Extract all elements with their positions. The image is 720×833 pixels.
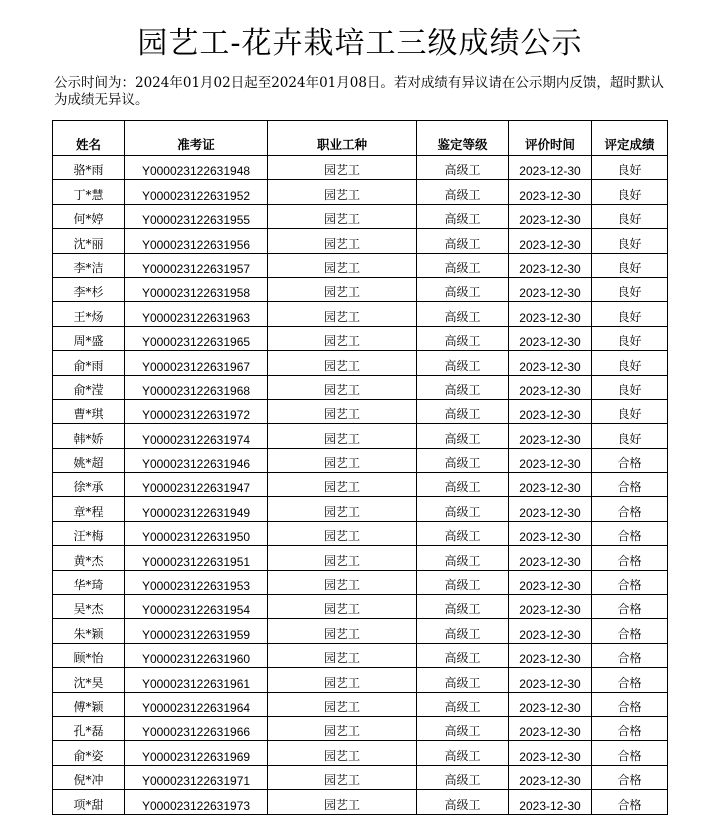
cell-level: 高级工 (417, 473, 509, 497)
cell-level: 高级工 (417, 546, 509, 570)
cell-level: 高级工 (417, 595, 509, 619)
cell-level: 高级工 (417, 790, 509, 814)
cell-level: 高级工 (417, 399, 509, 423)
table-row (53, 619, 668, 643)
cell-name: 姚*超 (53, 448, 125, 472)
cell-eval-date: 2023-12-30 (509, 765, 592, 789)
cell-result: 合格 (592, 692, 668, 716)
table-row (53, 741, 668, 765)
table-row (53, 765, 668, 789)
cell-ticket-number: Y000023122631973 (125, 790, 268, 814)
header-result: 评定成绩 (592, 121, 668, 156)
cell-level: 高级工 (417, 570, 509, 594)
cell-ticket-number: Y000023122631955 (125, 204, 268, 228)
cell-result: 良好 (592, 399, 668, 423)
cell-result: 良好 (592, 351, 668, 375)
cell-occupation: 园艺工 (268, 229, 417, 253)
cell-ticket-number: Y000023122631947 (125, 473, 268, 497)
cell-name: 何*婷 (53, 204, 125, 228)
table-row (53, 351, 668, 375)
cell-result: 良好 (592, 277, 668, 301)
cell-eval-date: 2023-12-30 (509, 253, 592, 277)
cell-result: 合格 (592, 643, 668, 667)
cell-result: 合格 (592, 619, 668, 643)
cell-ticket-number: Y000023122631966 (125, 716, 268, 740)
cell-result: 合格 (592, 765, 668, 789)
cell-result: 合格 (592, 716, 668, 740)
cell-occupation: 园艺工 (268, 497, 417, 521)
table-row (53, 326, 668, 350)
cell-ticket-number: Y000023122631948 (125, 156, 268, 180)
cell-ticket-number: Y000023122631946 (125, 448, 268, 472)
table-row (53, 643, 668, 667)
cell-level: 高级工 (417, 448, 509, 472)
cell-result: 合格 (592, 741, 668, 765)
cell-result: 合格 (592, 595, 668, 619)
table-row (53, 497, 668, 521)
cell-result: 合格 (592, 668, 668, 692)
cell-eval-date: 2023-12-30 (509, 668, 592, 692)
cell-level: 高级工 (417, 692, 509, 716)
cell-occupation: 园艺工 (268, 399, 417, 423)
table-row (53, 375, 668, 399)
cell-result: 良好 (592, 229, 668, 253)
cell-eval-date: 2023-12-30 (509, 741, 592, 765)
table-row (53, 692, 668, 716)
cell-ticket-number: Y000023122631974 (125, 424, 268, 448)
cell-ticket-number: Y000023122631961 (125, 668, 268, 692)
cell-ticket-number: Y000023122631968 (125, 375, 268, 399)
cell-result: 合格 (592, 497, 668, 521)
cell-eval-date: 2023-12-30 (509, 229, 592, 253)
cell-ticket-number: Y000023122631971 (125, 765, 268, 789)
cell-eval-date: 2023-12-30 (509, 716, 592, 740)
cell-ticket-number: Y000023122631953 (125, 570, 268, 594)
cell-name: 李*洁 (53, 253, 125, 277)
cell-ticket-number: Y000023122631963 (125, 302, 268, 326)
cell-occupation: 园艺工 (268, 448, 417, 472)
cell-occupation: 园艺工 (268, 570, 417, 594)
cell-name: 章*程 (53, 497, 125, 521)
cell-level: 高级工 (417, 497, 509, 521)
cell-eval-date: 2023-12-30 (509, 448, 592, 472)
cell-occupation: 园艺工 (268, 765, 417, 789)
cell-ticket-number: Y000023122631956 (125, 229, 268, 253)
cell-result: 良好 (592, 302, 668, 326)
cell-eval-date: 2023-12-30 (509, 326, 592, 350)
cell-result: 合格 (592, 473, 668, 497)
cell-eval-date: 2023-12-30 (509, 570, 592, 594)
cell-name: 李*杉 (53, 277, 125, 301)
cell-level: 高级工 (417, 351, 509, 375)
table-row (53, 448, 668, 472)
cell-ticket-number: Y000023122631967 (125, 351, 268, 375)
table-row (53, 521, 668, 545)
table-body (53, 156, 668, 815)
cell-level: 高级工 (417, 668, 509, 692)
page-title: 园艺工-花卉栽培工三级成绩公示 (137, 26, 583, 61)
cell-ticket-number: Y000023122631969 (125, 741, 268, 765)
cell-result: 良好 (592, 424, 668, 448)
cell-occupation: 园艺工 (268, 156, 417, 180)
cell-name: 顾*怡 (53, 643, 125, 667)
cell-ticket-number: Y000023122631949 (125, 497, 268, 521)
cell-result: 良好 (592, 375, 668, 399)
cell-name: 沈*昊 (53, 668, 125, 692)
cell-occupation: 园艺工 (268, 302, 417, 326)
cell-occupation: 园艺工 (268, 790, 417, 814)
cell-eval-date: 2023-12-30 (509, 595, 592, 619)
cell-eval-date: 2023-12-30 (509, 692, 592, 716)
cell-level: 高级工 (417, 277, 509, 301)
cell-eval-date: 2023-12-30 (509, 546, 592, 570)
cell-name: 倪*冲 (53, 765, 125, 789)
cell-level: 高级工 (417, 375, 509, 399)
cell-eval-date: 2023-12-30 (509, 180, 592, 204)
cell-eval-date: 2023-12-30 (509, 424, 592, 448)
table-row (53, 204, 668, 228)
cell-name: 徐*承 (53, 473, 125, 497)
cell-eval-date: 2023-12-30 (509, 302, 592, 326)
cell-occupation: 园艺工 (268, 277, 417, 301)
cell-level: 高级工 (417, 619, 509, 643)
header-eval-date: 评价时间 (509, 121, 592, 156)
cell-level: 高级工 (417, 741, 509, 765)
cell-occupation: 园艺工 (268, 326, 417, 350)
cell-name: 傅*颖 (53, 692, 125, 716)
cell-occupation: 园艺工 (268, 741, 417, 765)
cell-ticket-number: Y000023122631957 (125, 253, 268, 277)
cell-eval-date: 2023-12-30 (509, 497, 592, 521)
cell-name: 孔*磊 (53, 716, 125, 740)
cell-eval-date: 2023-12-30 (509, 619, 592, 643)
cell-eval-date: 2023-12-30 (509, 643, 592, 667)
table-row (53, 253, 668, 277)
cell-occupation: 园艺工 (268, 546, 417, 570)
cell-occupation: 园艺工 (268, 180, 417, 204)
cell-occupation: 园艺工 (268, 351, 417, 375)
cell-occupation: 园艺工 (268, 204, 417, 228)
table-row (53, 473, 668, 497)
cell-occupation: 园艺工 (268, 424, 417, 448)
cell-level: 高级工 (417, 643, 509, 667)
cell-result: 合格 (592, 448, 668, 472)
cell-name: 黄*杰 (53, 546, 125, 570)
cell-eval-date: 2023-12-30 (509, 399, 592, 423)
cell-result: 合格 (592, 521, 668, 545)
cell-occupation: 园艺工 (268, 668, 417, 692)
cell-result: 良好 (592, 156, 668, 180)
cell-level: 高级工 (417, 204, 509, 228)
cell-level: 高级工 (417, 716, 509, 740)
cell-name: 沈*丽 (53, 229, 125, 253)
cell-occupation: 园艺工 (268, 375, 417, 399)
table-row (53, 716, 668, 740)
cell-level: 高级工 (417, 229, 509, 253)
table-row (53, 546, 668, 570)
table-row (53, 424, 668, 448)
cell-result: 合格 (592, 570, 668, 594)
table-row (53, 399, 668, 423)
table-row (53, 229, 668, 253)
cell-name: 项*甜 (53, 790, 125, 814)
cell-level: 高级工 (417, 424, 509, 448)
cell-ticket-number: Y000023122631965 (125, 326, 268, 350)
cell-occupation: 园艺工 (268, 253, 417, 277)
cell-result: 合格 (592, 790, 668, 814)
cell-eval-date: 2023-12-30 (509, 790, 592, 814)
cell-level: 高级工 (417, 521, 509, 545)
cell-name: 丁*慧 (53, 180, 125, 204)
cell-name: 周*盛 (53, 326, 125, 350)
cell-name: 俞*滢 (53, 375, 125, 399)
cell-level: 高级工 (417, 156, 509, 180)
table-row (53, 790, 668, 814)
cell-ticket-number: Y000023122631959 (125, 619, 268, 643)
cell-level: 高级工 (417, 302, 509, 326)
cell-name: 华*琦 (53, 570, 125, 594)
cell-eval-date: 2023-12-30 (509, 473, 592, 497)
grades-table (52, 120, 668, 815)
cell-name: 骆*雨 (53, 156, 125, 180)
cell-ticket-number: Y000023122631950 (125, 521, 268, 545)
cell-name: 俞*姿 (53, 741, 125, 765)
cell-name: 王*炀 (53, 302, 125, 326)
cell-name: 俞*雨 (53, 351, 125, 375)
table-row (53, 595, 668, 619)
table-row (53, 277, 668, 301)
table-row (53, 302, 668, 326)
cell-name: 曹*琪 (53, 399, 125, 423)
header-ticket-number: 准考证 (125, 121, 268, 156)
cell-ticket-number: Y000023122631951 (125, 546, 268, 570)
header-name: 姓名 (53, 121, 125, 156)
cell-occupation: 园艺工 (268, 595, 417, 619)
cell-occupation: 园艺工 (268, 619, 417, 643)
cell-result: 良好 (592, 180, 668, 204)
table-row (53, 156, 668, 180)
notice-text: 公示时间为：2024年01月02日起至2024年01月08日。若对成绩有异议请在公示期内反馈，超时默认为成绩无异议。 (54, 75, 664, 108)
cell-ticket-number: Y000023122631960 (125, 643, 268, 667)
cell-ticket-number: Y000023122631952 (125, 180, 268, 204)
cell-eval-date: 2023-12-30 (509, 351, 592, 375)
table-header-row (53, 121, 668, 156)
cell-level: 高级工 (417, 765, 509, 789)
cell-ticket-number: Y000023122631972 (125, 399, 268, 423)
header-level: 鉴定等级 (417, 121, 509, 156)
cell-eval-date: 2023-12-30 (509, 156, 592, 180)
cell-level: 高级工 (417, 180, 509, 204)
cell-eval-date: 2023-12-30 (509, 521, 592, 545)
cell-eval-date: 2023-12-30 (509, 277, 592, 301)
cell-ticket-number: Y000023122631964 (125, 692, 268, 716)
table-row (53, 570, 668, 594)
cell-occupation: 园艺工 (268, 643, 417, 667)
cell-ticket-number: Y000023122631954 (125, 595, 268, 619)
cell-level: 高级工 (417, 253, 509, 277)
cell-eval-date: 2023-12-30 (509, 204, 592, 228)
cell-result: 合格 (592, 546, 668, 570)
cell-name: 吴*杰 (53, 595, 125, 619)
cell-name: 韩*娇 (53, 424, 125, 448)
cell-level: 高级工 (417, 326, 509, 350)
cell-occupation: 园艺工 (268, 692, 417, 716)
cell-occupation: 园艺工 (268, 521, 417, 545)
cell-result: 良好 (592, 326, 668, 350)
cell-eval-date: 2023-12-30 (509, 375, 592, 399)
cell-ticket-number: Y000023122631958 (125, 277, 268, 301)
cell-occupation: 园艺工 (268, 716, 417, 740)
header-occupation: 职业工种 (268, 121, 417, 156)
cell-name: 朱*颖 (53, 619, 125, 643)
cell-occupation: 园艺工 (268, 473, 417, 497)
cell-result: 良好 (592, 253, 668, 277)
table-row (53, 668, 668, 692)
table-row (53, 180, 668, 204)
cell-name: 汪*梅 (53, 521, 125, 545)
cell-result: 良好 (592, 204, 668, 228)
